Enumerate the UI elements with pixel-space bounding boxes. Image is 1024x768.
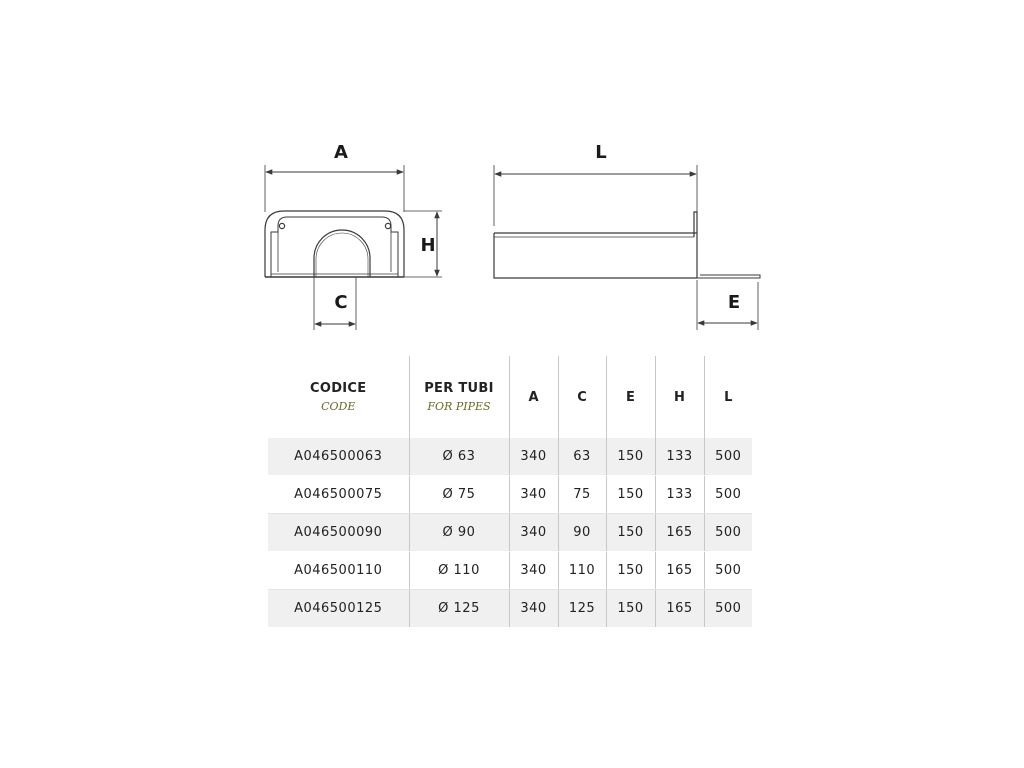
cell-c: 110 <box>558 552 606 590</box>
header-code-sublabel: CODE <box>321 400 356 413</box>
side-view-outline <box>494 233 697 278</box>
cell-l: 500 <box>704 552 752 590</box>
cell-h: 133 <box>655 476 704 514</box>
cell-a: 340 <box>509 438 558 476</box>
cell-pipe: Ø 63 <box>409 438 509 476</box>
screw-hole-left <box>279 223 284 228</box>
header-pipes-sublabel: FOR PIPES <box>427 400 491 413</box>
cell-h: 165 <box>655 590 704 628</box>
cell-e: 150 <box>606 590 655 628</box>
cell-l: 500 <box>704 514 752 552</box>
table-row <box>268 514 752 552</box>
cell-code: A046500090 <box>268 514 409 552</box>
cell-a: 340 <box>509 552 558 590</box>
cell-c: 90 <box>558 514 606 552</box>
cell-h: 133 <box>655 438 704 476</box>
front-view <box>265 165 442 330</box>
label-e: E <box>727 292 741 313</box>
cell-a: 340 <box>509 476 558 514</box>
header-e: E <box>606 356 655 438</box>
cell-c: 63 <box>558 438 606 476</box>
cell-pipe: Ø 110 <box>409 552 509 590</box>
table-row <box>268 476 752 514</box>
screw-hole-right <box>385 223 390 228</box>
cell-pipe: Ø 75 <box>409 476 509 514</box>
cell-l: 500 <box>704 590 752 628</box>
label-h: H <box>420 235 436 256</box>
cell-h: 165 <box>655 552 704 590</box>
cell-a: 340 <box>509 590 558 628</box>
header-pipes <box>409 356 509 438</box>
cell-code: A046500125 <box>268 590 409 628</box>
cell-e: 150 <box>606 438 655 476</box>
table-row <box>268 590 752 628</box>
side-view <box>494 165 760 330</box>
pipe-opening <box>314 230 370 277</box>
label-a: A <box>334 142 348 163</box>
label-l: L <box>595 142 607 163</box>
cell-pipe: Ø 125 <box>409 590 509 628</box>
cell-l: 500 <box>704 438 752 476</box>
cell-pipe: Ø 90 <box>409 514 509 552</box>
header-pipes-label: PER TUBI <box>424 381 494 396</box>
spec-table <box>268 356 752 628</box>
cell-e: 150 <box>606 514 655 552</box>
header-c: C <box>558 356 606 438</box>
header-l: L <box>704 356 752 438</box>
cell-l: 500 <box>704 476 752 514</box>
header-a: A <box>509 356 558 438</box>
front-view-outline <box>265 211 404 277</box>
cell-h: 165 <box>655 514 704 552</box>
cell-code: A046500063 <box>268 438 409 476</box>
header-code <box>268 356 409 438</box>
technical-drawing <box>0 0 1024 350</box>
header-h: H <box>655 356 704 438</box>
label-c: C <box>334 292 348 313</box>
cell-e: 150 <box>606 476 655 514</box>
table-row <box>268 552 752 590</box>
table-row <box>268 438 752 476</box>
cell-code: A046500075 <box>268 476 409 514</box>
cell-code: A046500110 <box>268 552 409 590</box>
cell-c: 125 <box>558 590 606 628</box>
header-code-label: CODICE <box>310 381 367 396</box>
cell-c: 75 <box>558 476 606 514</box>
cell-a: 340 <box>509 514 558 552</box>
cell-e: 150 <box>606 552 655 590</box>
table-header-row <box>268 356 752 438</box>
